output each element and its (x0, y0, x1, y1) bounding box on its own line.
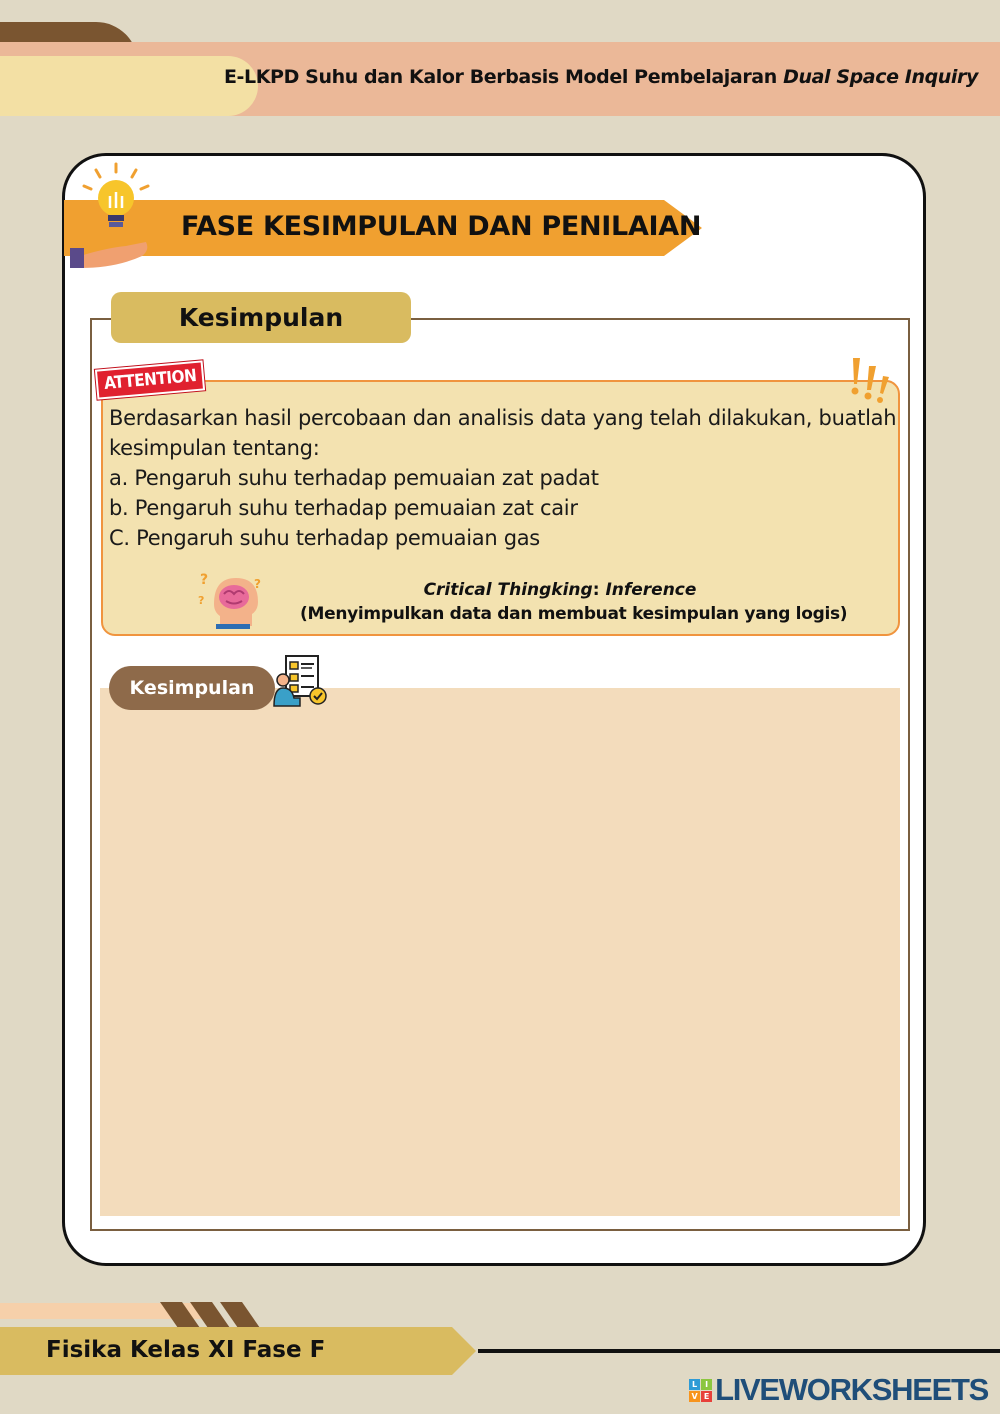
critical-thinking-term: Inference (605, 580, 697, 600)
liveworksheets-icon (689, 1379, 712, 1402)
svg-text:?: ? (200, 572, 209, 588)
thinking-head-icon (198, 570, 268, 638)
section-tab-kesimpulan: Kesimpulan (111, 292, 411, 343)
attention-badge: ATTENTION (95, 360, 206, 399)
instruction-intro: Berdasarkan hasil percobaan dan analisis data yang telah dilakukan, buatlah kesimpulan tentang: (109, 406, 897, 460)
instruction-item-a: a. Pengaruh suhu terhadap pemuaian zat padat (109, 466, 599, 490)
liveworksheets-icon-v: V (689, 1391, 700, 1402)
liveworksheets-brand: LIVEWORKSHEETS (715, 1372, 988, 1407)
header-title (224, 66, 978, 88)
conclusion-answer-field[interactable] (100, 688, 900, 1216)
checklist-icon (272, 654, 330, 714)
liveworksheets-icon-l: L (689, 1379, 700, 1390)
critical-thinking-label (300, 580, 820, 600)
footer-divider (478, 1349, 1000, 1353)
attention-instructions (109, 403, 899, 553)
header-title-italic: Dual Space Inquiry (783, 66, 978, 88)
lightbulb-hand-icon (66, 160, 156, 274)
critical-thinking-sep: : (592, 580, 600, 600)
instruction-item-c: C. Pengaruh suhu terhadap pemuaian gas (109, 526, 540, 550)
critical-thinking-italic: Critical Thingking (423, 580, 593, 600)
instruction-item-b: b. Pengaruh suhu terhadap pemuaian zat cair (109, 496, 578, 520)
footer-label: Fisika Kelas XI Fase F (46, 1337, 326, 1363)
phase-title: FASE KESIMPULAN DAN PENILAIAN (181, 211, 702, 242)
liveworksheets-icon-e: E (701, 1391, 712, 1402)
header-title-main: E-LKPD Suhu dan Kalor Berbasis Model Pembelajaran (223, 66, 777, 88)
svg-text:?: ? (198, 594, 205, 607)
svg-text:?: ? (254, 577, 261, 591)
liveworksheets-icon-i: I (701, 1379, 712, 1390)
answer-label-pill: Kesimpulan (109, 666, 275, 710)
critical-thinking-desc: (Menyimpulkan data dan membuat kesimpulan yang logis) (300, 604, 848, 624)
header-pill (0, 56, 258, 116)
exclamation-icon (845, 356, 893, 408)
liveworksheets-logo (689, 1372, 988, 1408)
